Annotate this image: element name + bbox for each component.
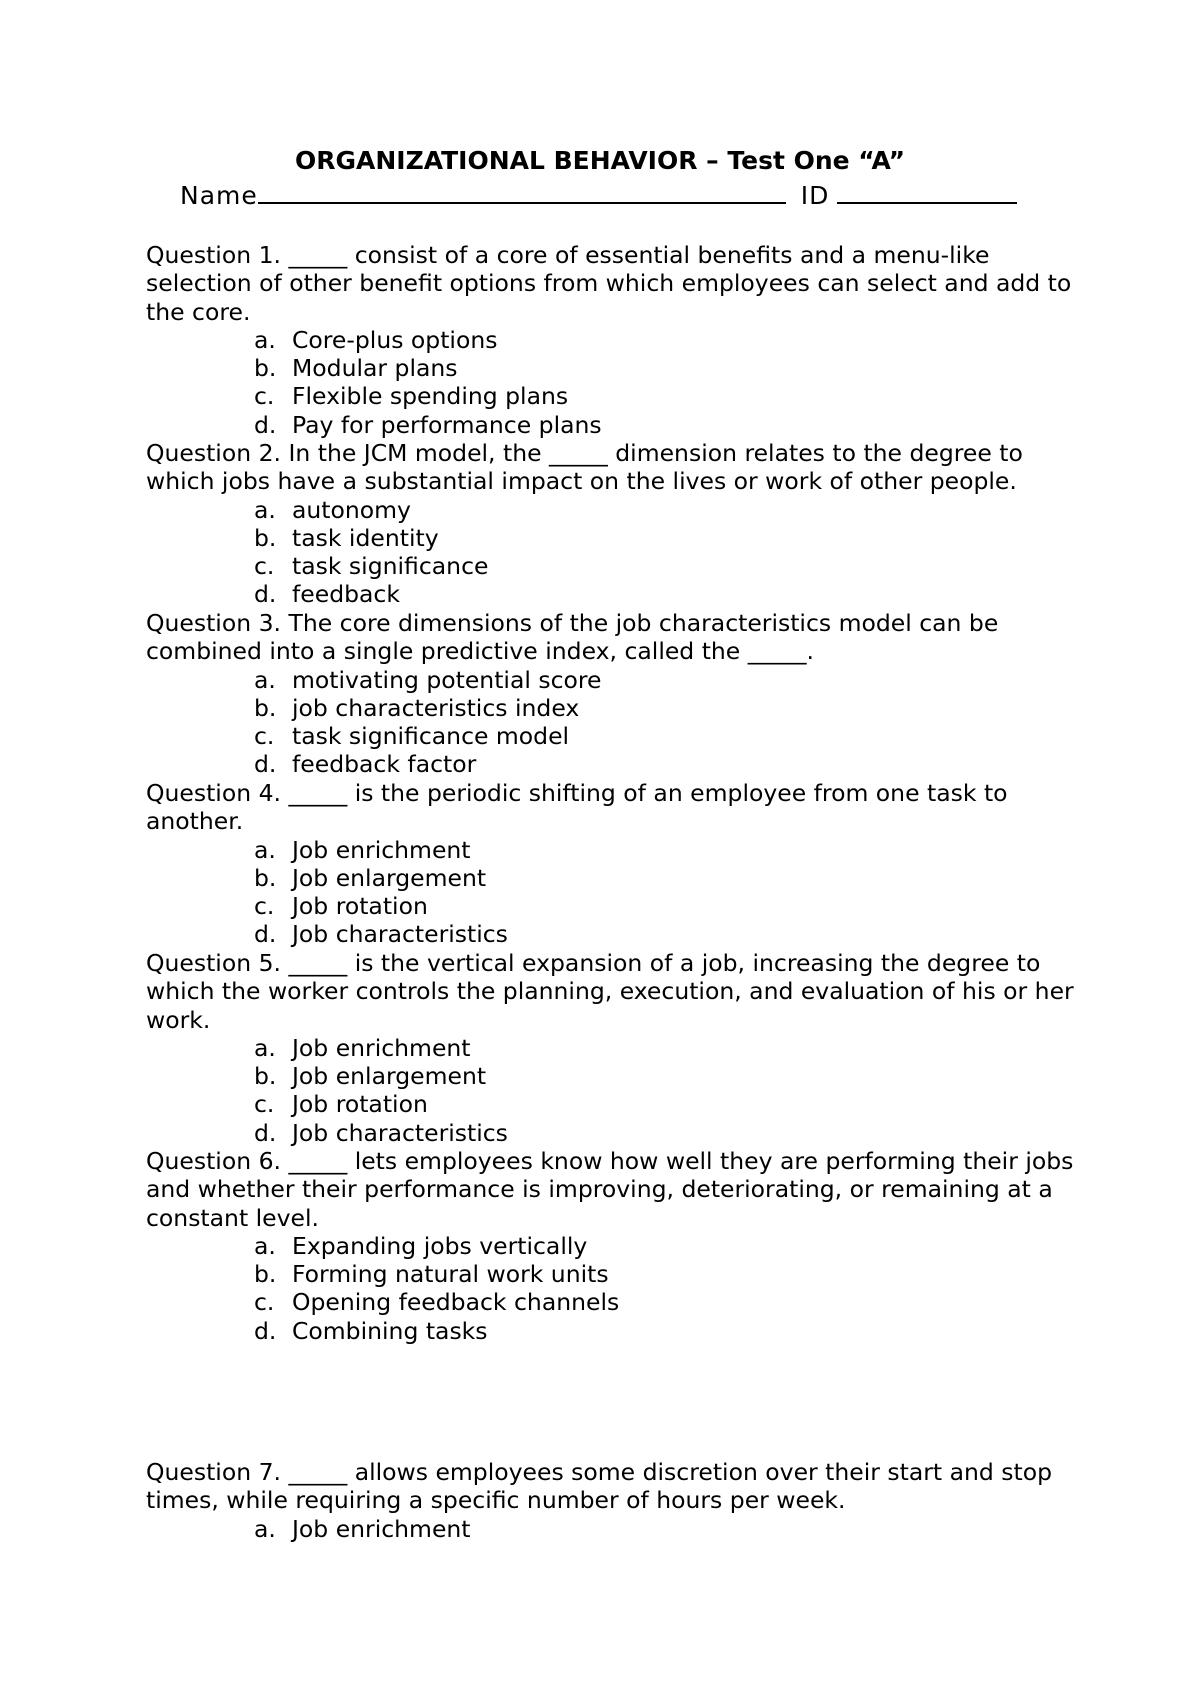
option-letter: b.	[254, 354, 277, 383]
question-5	[146, 949, 1076, 1147]
option-letter: c.	[254, 1288, 275, 1317]
answer-option	[146, 524, 1076, 552]
option-letter: c.	[254, 1090, 275, 1119]
option-letter: a.	[254, 325, 276, 354]
option-label: Forming natural work units	[292, 1260, 609, 1289]
option-label: Job enrichment	[292, 835, 471, 864]
answer-option	[146, 864, 1076, 892]
option-label: Core-plus options	[292, 325, 498, 354]
option-label: Job characteristics	[292, 1118, 508, 1147]
answer-options	[146, 836, 1076, 949]
option-letter: a.	[254, 1231, 276, 1260]
option-label: feedback factor	[292, 750, 477, 779]
option-letter: a.	[254, 665, 276, 694]
answer-option	[146, 552, 1076, 580]
answer-option	[146, 326, 1076, 354]
answer-options	[146, 1232, 1076, 1345]
option-letter: d.	[254, 1118, 277, 1147]
answer-option	[146, 411, 1076, 439]
answer-options	[146, 496, 1076, 609]
answer-option	[146, 580, 1076, 608]
option-letter: d.	[254, 750, 277, 779]
option-letter: a.	[254, 835, 276, 864]
option-label: Job enrichment	[292, 1514, 471, 1543]
answer-options	[146, 666, 1076, 779]
option-letter: a.	[254, 495, 276, 524]
question-6	[146, 1147, 1076, 1345]
question-text: Question 6. _____ lets employees know how well they are performing their jobs and whether their performance is improving, deteriorating, or remaining at a constant level.	[146, 1147, 1074, 1232]
answer-option	[146, 1062, 1076, 1090]
name-id-line	[180, 180, 1017, 211]
option-label: Job enrichment	[292, 1033, 471, 1062]
answer-option	[146, 750, 1076, 778]
option-label: Flexible spending plans	[292, 382, 569, 411]
answer-option	[146, 1232, 1076, 1260]
option-letter: d.	[254, 580, 277, 609]
option-label: Job characteristics	[292, 920, 508, 949]
answer-option	[146, 1090, 1076, 1118]
option-letter: d.	[254, 920, 277, 949]
option-label: feedback	[292, 580, 400, 609]
answer-option	[146, 1515, 1076, 1543]
name-label: Name	[180, 181, 258, 210]
option-label: Opening feedback channels	[292, 1288, 620, 1317]
option-label: job characteristics index	[292, 693, 580, 722]
answer-option	[146, 1260, 1076, 1288]
option-label: Job rotation	[292, 1090, 428, 1119]
option-letter: b.	[254, 523, 277, 552]
option-label: autonomy	[292, 495, 411, 524]
answer-option	[146, 694, 1076, 722]
option-letter: b.	[254, 693, 277, 722]
answer-option	[146, 496, 1076, 524]
option-letter: d.	[254, 410, 277, 439]
answer-option	[146, 1119, 1076, 1147]
option-letter: b.	[254, 1062, 277, 1091]
answer-option	[146, 836, 1076, 864]
question-text: Question 4. _____ is the periodic shifting of an employee from one task to another.	[146, 779, 1008, 836]
answer-option	[146, 354, 1076, 382]
question-1	[146, 241, 1076, 439]
option-letter: d.	[254, 1316, 277, 1345]
answer-option	[146, 920, 1076, 948]
option-label: task significance	[292, 552, 489, 581]
answer-options	[146, 326, 1076, 439]
option-label: Pay for performance plans	[292, 410, 602, 439]
option-letter: b.	[254, 1260, 277, 1289]
option-letter: c.	[254, 892, 275, 921]
question-4	[146, 779, 1076, 949]
question-text: Question 3. The core dimensions of the job characteristics model can be combined into a single predictive index, called the _____.	[146, 609, 999, 666]
question-text: Question 2. In the JCM model, the _____ dimension relates to the degree to which jobs have a substantial impact on the lives or work of other people.	[146, 439, 1023, 496]
question-text: Question 7. _____ allows employees some discretion over their start and stop times, while requiring a specific number of hours per week.	[146, 1458, 1053, 1515]
option-label: Job enlargement	[292, 863, 487, 892]
option-label: Job enlargement	[292, 1062, 487, 1091]
option-letter: c.	[254, 382, 275, 411]
option-letter: a.	[254, 1514, 276, 1543]
id-blank-field[interactable]	[837, 180, 1017, 204]
option-letter: a.	[254, 1033, 276, 1062]
answer-option	[146, 892, 1076, 920]
question-3	[146, 609, 1076, 779]
answer-option	[146, 382, 1076, 410]
page-title: ORGANIZATIONAL BEHAVIOR – Test One “A”	[294, 146, 906, 175]
answer-options	[146, 1515, 1076, 1543]
name-blank-field[interactable]	[258, 180, 786, 204]
answer-option	[146, 1317, 1076, 1345]
question-2	[146, 439, 1076, 609]
option-label: Job rotation	[292, 892, 428, 921]
question-7	[146, 1458, 1076, 1543]
answer-option	[146, 1288, 1076, 1316]
answer-option	[146, 666, 1076, 694]
answer-option	[146, 1034, 1076, 1062]
option-letter: c.	[254, 722, 275, 751]
id-label: ID	[800, 181, 830, 210]
option-label: task significance model	[292, 722, 570, 751]
option-label: motivating potential score	[292, 665, 602, 694]
option-label: task identity	[292, 523, 439, 552]
option-letter: c.	[254, 552, 275, 581]
option-label: Combining tasks	[292, 1316, 488, 1345]
option-letter: b.	[254, 863, 277, 892]
question-text: Question 5. _____ is the vertical expansion of a job, increasing the degree to which the worker controls the planning, execution, and evaluation of his or her work.	[146, 949, 1074, 1034]
option-label: Modular plans	[292, 354, 458, 383]
answer-options	[146, 1034, 1076, 1147]
answer-option	[146, 722, 1076, 750]
question-text: Question 1. _____ consist of a core of essential benefits and a menu-like selection of other benefit options from which employees can select and add to the core.	[146, 241, 1072, 326]
option-label: Expanding jobs vertically	[292, 1231, 588, 1260]
